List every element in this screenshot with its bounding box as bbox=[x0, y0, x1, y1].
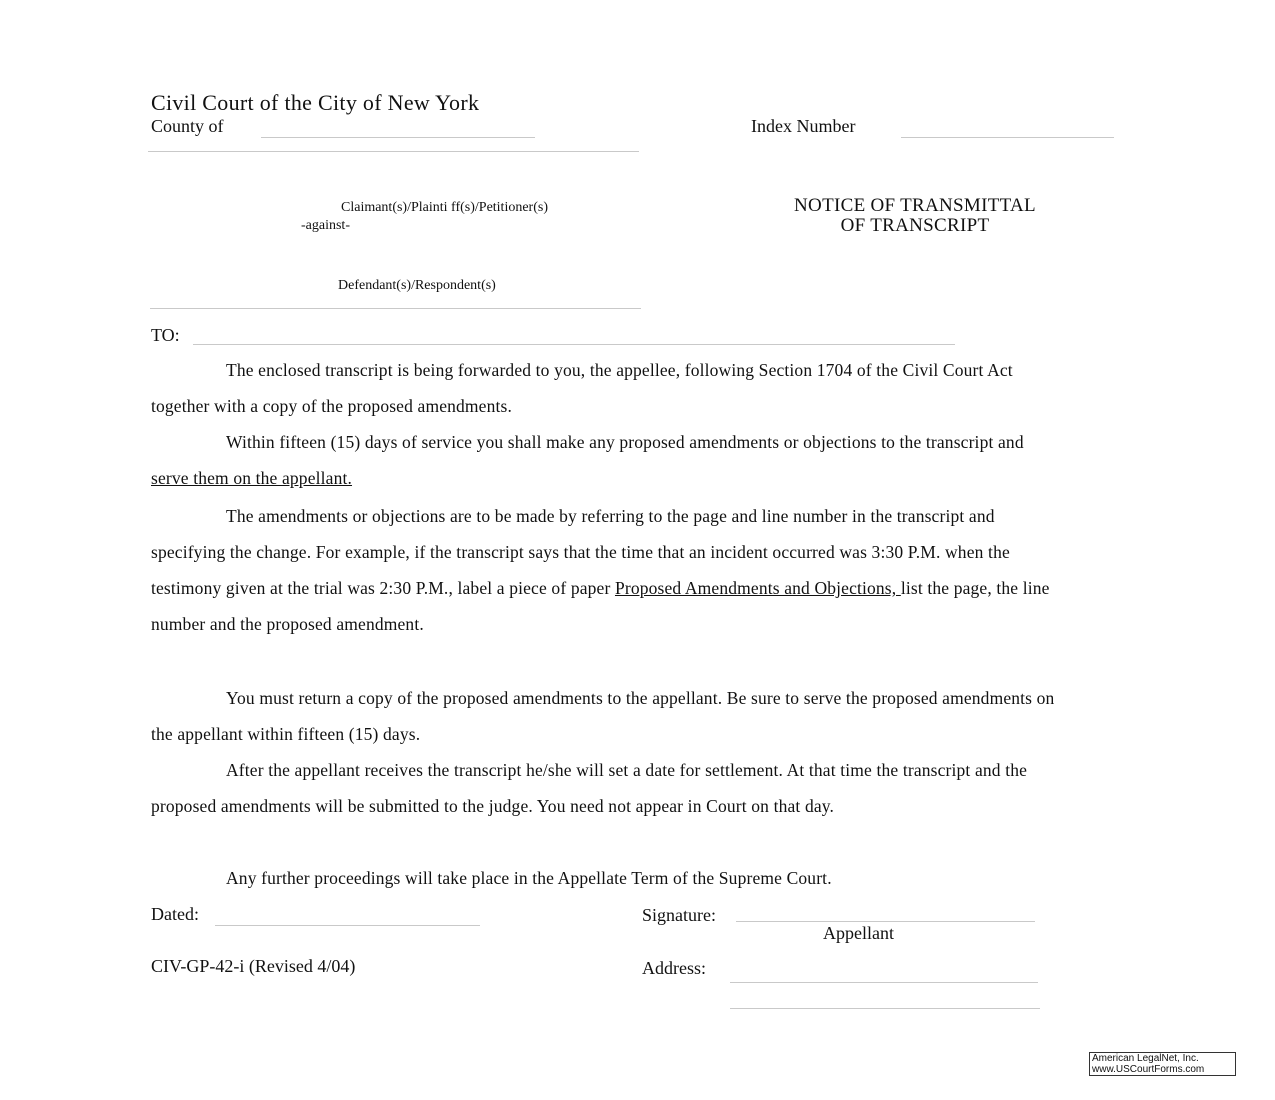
paragraph-2-underlined: serve them on the appellant. bbox=[151, 468, 353, 488]
publisher-name: American LegalNet, Inc. bbox=[1092, 1053, 1199, 1064]
paragraph-2 bbox=[151, 424, 1031, 496]
paragraph-3-text-after: list the page, the line number and the proposed amendment. bbox=[151, 578, 1050, 634]
paragraph-3-text: The amendments or objections are to be made by referring to the page and line number in the transcript and specifying the change. For example, if the transcript says that the time that an incident occurred was 3:30 P.M. when the testimony given at the trial was 2:30 P.M., label a piece of paper bbox=[151, 506, 1010, 598]
paragraph-4: You must return a copy of the proposed amendments to the appellant. Be sure to serve the proposed amendments on the appellant within fifteen (15) days. bbox=[151, 688, 1055, 744]
to-label: TO: bbox=[151, 325, 180, 345]
publisher-stamp bbox=[1089, 1052, 1236, 1076]
caption-divider bbox=[150, 308, 641, 309]
county-field[interactable] bbox=[261, 137, 535, 138]
signature-field[interactable] bbox=[736, 921, 1035, 922]
paragraph-3-underlined: Proposed Amendments and Objections, bbox=[614, 578, 901, 598]
court-title: Civil Court of the City of New York bbox=[151, 90, 480, 115]
notice-title-line2: OF TRANSCRIPT bbox=[840, 215, 990, 236]
paragraph-6: Any further proceedings will take place in the Appellate Term of the Supreme Court. bbox=[226, 868, 832, 888]
notice-title bbox=[740, 196, 1090, 236]
paragraph-2-text: Within fifteen (15) days of service you shall make any proposed amendments or objections to the transcript and bbox=[226, 432, 1024, 452]
address-field-1[interactable] bbox=[730, 982, 1038, 983]
paragraph-3 bbox=[151, 498, 1061, 642]
paragraph-1: The enclosed transcript is being forwarded to you, the appellee, following Section 1704 of the Civil Court Act together with a copy of the proposed amendments. bbox=[151, 360, 1013, 416]
paragraph-5: After the appellant receives the transcript he/she will set a date for settlement. At that time the transcript and the proposed amendments will be submitted to the judge. You need not appear in Court on that day. bbox=[151, 760, 1028, 816]
dated-field[interactable] bbox=[215, 925, 480, 926]
claimant-label: Claimant(s)/Plainti ff(s)/Petitioner(s) bbox=[341, 200, 548, 215]
index-number-field[interactable] bbox=[901, 137, 1114, 138]
to-field[interactable] bbox=[193, 344, 955, 345]
against-label: -against- bbox=[301, 218, 350, 233]
form-id: CIV-GP-42-i (Revised 4/04) bbox=[151, 956, 356, 976]
address-field-2[interactable] bbox=[730, 1008, 1040, 1009]
county-label: County of bbox=[151, 116, 224, 136]
address-label: Address: bbox=[642, 958, 706, 978]
header-divider bbox=[148, 151, 639, 152]
appellant-label: Appellant bbox=[823, 923, 894, 943]
dated-label: Dated: bbox=[151, 904, 199, 924]
defendant-label: Defendant(s)/Respondent(s) bbox=[338, 278, 496, 293]
index-number-label: Index Number bbox=[751, 116, 856, 136]
notice-title-line1: NOTICE OF TRANSMITTAL bbox=[794, 195, 1036, 216]
publisher-url: www.USCourtForms.com bbox=[1092, 1064, 1205, 1075]
signature-label: Signature: bbox=[642, 905, 716, 925]
